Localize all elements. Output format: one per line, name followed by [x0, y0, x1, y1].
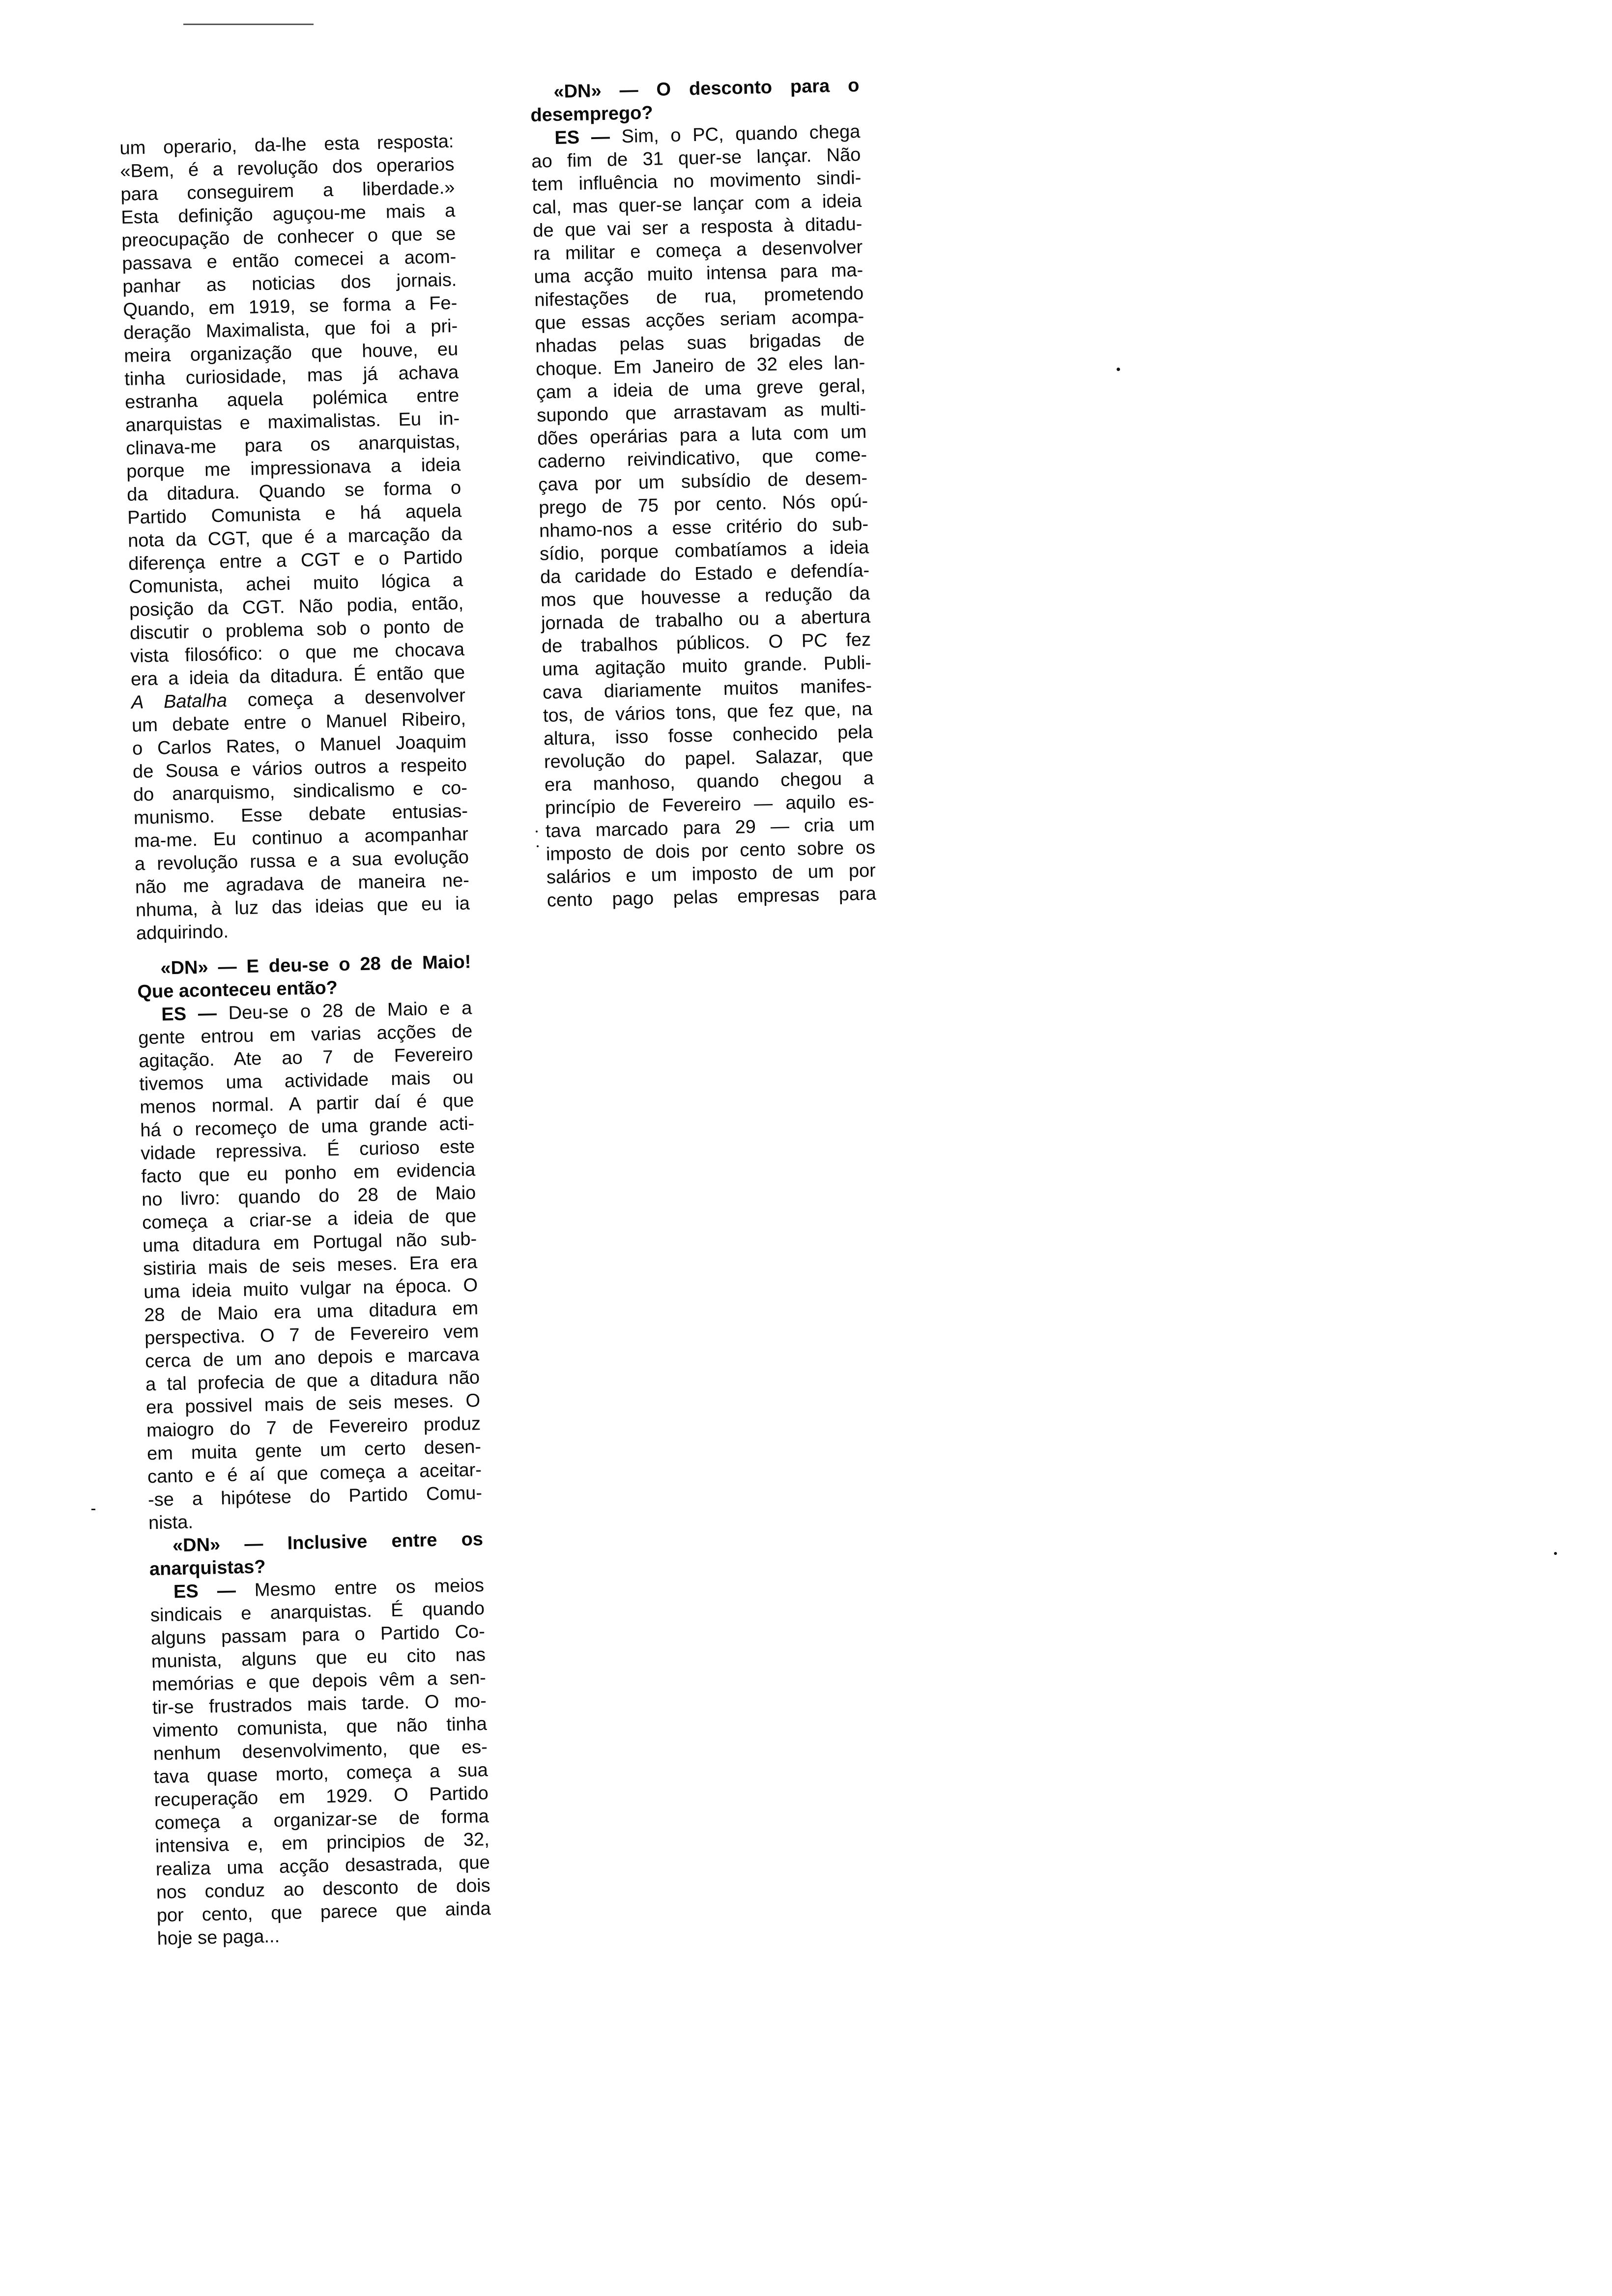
- line-text: sistiria mais de seis meses. Era era: [143, 1252, 478, 1280]
- line-text: Comunista, achei muito lógica a: [128, 570, 463, 598]
- line-text: munista, alguns que eu cito nas: [151, 1644, 486, 1672]
- interview-answer: [531, 120, 876, 913]
- line-text: do anarquismo, sindicalismo e co-: [133, 777, 468, 805]
- line-text: cerca de um ano depois e marcava: [144, 1344, 480, 1372]
- line-text: «DN» — O desconto para o: [553, 75, 860, 102]
- line-text: de que vai ser a resposta à ditadu-: [532, 213, 863, 241]
- line-text: jornada de trabalho ou a abertura: [541, 606, 871, 634]
- line-text: vimento comunista, que não tinha: [152, 1714, 488, 1742]
- line-text: supondo que arrastavam as multi-: [536, 398, 866, 426]
- line-text: não me agradava de maneira ne-: [135, 870, 470, 898]
- scan-speck: [1117, 368, 1120, 371]
- line-text: hoje se paga...: [157, 1925, 280, 1950]
- line-text: o Carlos Rates, o Manuel Joaquim: [132, 731, 467, 759]
- line-text: imposto de dois por cento sobre os: [546, 837, 876, 865]
- interview-question: [530, 74, 860, 127]
- line-text: tivemos uma actividade mais ou: [139, 1067, 474, 1095]
- line-text: perspectiva. O 7 de Fevereiro vem: [144, 1321, 479, 1349]
- line-text: Esta definição aguçou-me mais a: [120, 200, 456, 228]
- line-text: de Sousa e vários outros a respeito: [132, 754, 467, 782]
- line-text: desemprego?: [530, 102, 654, 126]
- line-text: começa a desenvolver: [247, 685, 466, 711]
- speaker-label: ES —: [173, 1580, 236, 1603]
- scan-speck: [536, 831, 538, 832]
- speaker-label: ES —: [161, 1003, 217, 1025]
- line-text: tinha curiosidade, mas já achava: [124, 362, 459, 390]
- line-text: vidade repressiva. É curioso este: [140, 1136, 475, 1164]
- line-text: 28 de Maio era uma ditadura em: [144, 1298, 479, 1326]
- scan-speck: [537, 845, 539, 847]
- line-text: diferença entre a CGT e o Partido: [128, 546, 463, 574]
- line-text: era possivel mais de seis meses. O: [145, 1390, 481, 1418]
- line-text: em muita gente um certo desen-: [146, 1436, 482, 1464]
- line-text: deração Maximalista, que foi a pri-: [123, 316, 458, 344]
- scan-speck: [1554, 1552, 1557, 1555]
- line-text: uma agitação muito grande. Publi-: [542, 652, 872, 680]
- line-text: da caridade do Estado e defendía-: [540, 560, 870, 588]
- line-text: clinava-me para os anarquistas,: [125, 431, 461, 459]
- line-text: um operario, da-lhe esta resposta:: [119, 131, 454, 159]
- line-text: anarquistas?: [149, 1556, 266, 1580]
- line-text: alguns passam para o Partido Co-: [150, 1621, 486, 1649]
- line-text: discutir o problema sob o ponto de: [129, 616, 464, 644]
- line-text: ra militar e começa a desenvolver: [533, 236, 863, 264]
- line-text: a revolução russa e a sua evolução: [134, 847, 469, 875]
- line-text: tir-se frustrados mais tarde. O mo-: [152, 1691, 487, 1719]
- line-text: nenhum desenvolvimento, que es-: [153, 1737, 488, 1765]
- line-text: tem influência no movimento sindi-: [531, 167, 862, 195]
- interview-answer: [138, 997, 483, 1535]
- line-text: de trabalhos públicos. O PC fez: [541, 629, 871, 657]
- line-text: preocupação de conhecer o que se: [121, 223, 456, 251]
- line-text: canto e é aí que começa a aceitar-: [147, 1460, 482, 1488]
- line-text: panhar as noticias dos jornais.: [122, 269, 457, 297]
- line-text: facto que eu ponho em evidencia: [141, 1159, 476, 1187]
- line-text: «DN» — Inclusive entre os: [172, 1529, 484, 1556]
- line-text: caderno reivindicativo, que come-: [537, 444, 867, 472]
- line-text: para conseguirem a liberdade.»: [120, 177, 455, 205]
- line-text: «DN» — E deu-se o 28 de Maio!: [160, 951, 471, 979]
- line-text: «Bem, é a revolução dos operarios: [120, 154, 455, 182]
- line-text: adquirindo.: [136, 921, 229, 944]
- line-text: meira organização que houve, eu: [123, 339, 459, 367]
- line-text: uma acção muito intensa para ma-: [533, 259, 864, 287]
- line-text: tava quase morto, começa a sua: [153, 1760, 489, 1788]
- line-text: sídio, porque combatíamos a ideia: [539, 537, 869, 565]
- line-text: recuperação em 1929. O Partido: [154, 1783, 489, 1811]
- line-text: uma ditadura em Portugal não sub-: [142, 1229, 477, 1257]
- text-paragraph: [119, 130, 470, 946]
- line-text: Partido Comunista e há aquela: [127, 500, 462, 528]
- line-text: Quando, em 1919, se forma a Fe-: [122, 292, 458, 320]
- line-text: realiza uma acção desastrada, que: [155, 1852, 490, 1880]
- article-column-left: [119, 130, 491, 1951]
- line-text: anarquistas e maximalistas. Eu in-: [125, 408, 460, 436]
- line-text: vista filosófico: o que me chocava: [130, 639, 465, 667]
- line-text: altura, isso fosse conhecido pela: [543, 721, 873, 749]
- line-text: ma-me. Eu continuo a acompanhar: [134, 824, 469, 852]
- line-text: nos conduz ao desconto de dois: [156, 1875, 491, 1903]
- line-text: nifestações de rua, prometendo: [534, 283, 864, 311]
- article-column-right: [530, 74, 876, 913]
- line-text: -se a hipótese do Partido Comu-: [147, 1483, 483, 1511]
- scan-speck: [91, 1509, 95, 1510]
- line-text: agitação. Ate ao 7 de Fevereiro: [138, 1044, 473, 1072]
- line-text: munismo. Esse debate entusias-: [133, 801, 468, 829]
- interview-question: [137, 950, 472, 1004]
- line-text: mos que houvesse a redução da: [540, 583, 870, 611]
- line-text: passava e então comecei a acom-: [121, 246, 457, 274]
- line-text: tava marcado para 29 — cria um: [545, 814, 875, 842]
- interview-answer: [150, 1574, 492, 1951]
- line-text: prego de 75 por cento. Nós opú-: [538, 490, 868, 518]
- line-text: da ditadura. Quando se forma o: [126, 477, 461, 505]
- line-text: Deu-se o 28 de Maio e a: [228, 998, 472, 1024]
- line-text: porque me impressionava a ideia: [126, 454, 461, 482]
- line-text: nista.: [148, 1512, 194, 1534]
- line-text: estranha aquela polémica entre: [124, 385, 460, 413]
- line-text: revolução do papel. Salazar, que: [544, 745, 874, 773]
- line-text: cento pago pelas empresas para: [547, 883, 877, 911]
- line-text: por cento, que parece que ainda: [156, 1898, 491, 1926]
- line-text: há o recomeço de uma grande acti-: [140, 1113, 475, 1141]
- line-text: posição da CGT. Não podia, então,: [129, 593, 464, 621]
- line-text: Sim, o PC, quando chega: [621, 121, 861, 147]
- line-text: nhamo-nos a esse critério do sub-: [539, 514, 869, 542]
- line-text: maiogro do 7 de Fevereiro produz: [146, 1413, 481, 1441]
- line-text: salários e um imposto de um por: [546, 860, 876, 888]
- line-text: Que aconteceu então?: [137, 977, 338, 1003]
- line-text: dões operárias para a luta com um: [537, 421, 867, 449]
- line-text: gente entrou em varias acções de: [138, 1021, 473, 1049]
- line-text: princípio de Fevereiro — aquilo es-: [545, 791, 875, 819]
- italic-title: A Batalha: [131, 690, 228, 713]
- line-text: era a ideia da ditadura. É então que: [130, 662, 465, 690]
- interview-question: [149, 1528, 484, 1581]
- line-text: nota da CGT, que é a marcação da: [127, 523, 462, 551]
- line-text: ao fim de 31 quer-se lançar. Não: [531, 144, 861, 172]
- line-text: sindicais e anarquistas. É quando: [150, 1598, 485, 1626]
- line-text: intensiva e, em principios de 32,: [155, 1829, 490, 1857]
- line-text: çam a ideia de uma greve geral,: [536, 375, 866, 403]
- line-text: choque. Em Janeiro de 32 eles lan-: [535, 352, 865, 380]
- line-text: menos normal. A partir daí é que: [139, 1090, 474, 1118]
- line-text: memórias e que depois vêm a sen-: [151, 1667, 487, 1695]
- top-rule-divider: [183, 24, 314, 25]
- line-text: um debate entre o Manuel Ribeiro,: [131, 708, 466, 736]
- line-text: a tal profecia de que a ditadura não: [145, 1367, 480, 1395]
- line-text: cava diariamente muitos manifes-: [542, 675, 872, 703]
- speaker-label: ES —: [554, 126, 610, 148]
- line-text: uma ideia muito vulgar na época. O: [143, 1275, 478, 1303]
- line-text: nhuma, à luz das ideias que eu ia: [135, 893, 470, 921]
- line-text: Mesmo entre os meios: [254, 1575, 485, 1601]
- line-text: cal, mas quer-se lançar com a ideia: [532, 190, 862, 218]
- line-text: que essas acções seriam acompa-: [534, 306, 864, 334]
- line-text: começa a criar-se a ideia de que: [142, 1205, 477, 1234]
- line-text: era manhoso, quando chegou a: [544, 768, 874, 796]
- line-text: çava por um subsídio de desem-: [538, 467, 868, 495]
- line-text: tos, de vários tons, que fez que, na: [543, 698, 873, 726]
- line-text: nhadas pelas suas brigadas de: [535, 329, 865, 357]
- line-text: no livro: quando do 28 de Maio: [141, 1182, 476, 1210]
- line-text: começa a organizar-se de forma: [154, 1806, 489, 1834]
